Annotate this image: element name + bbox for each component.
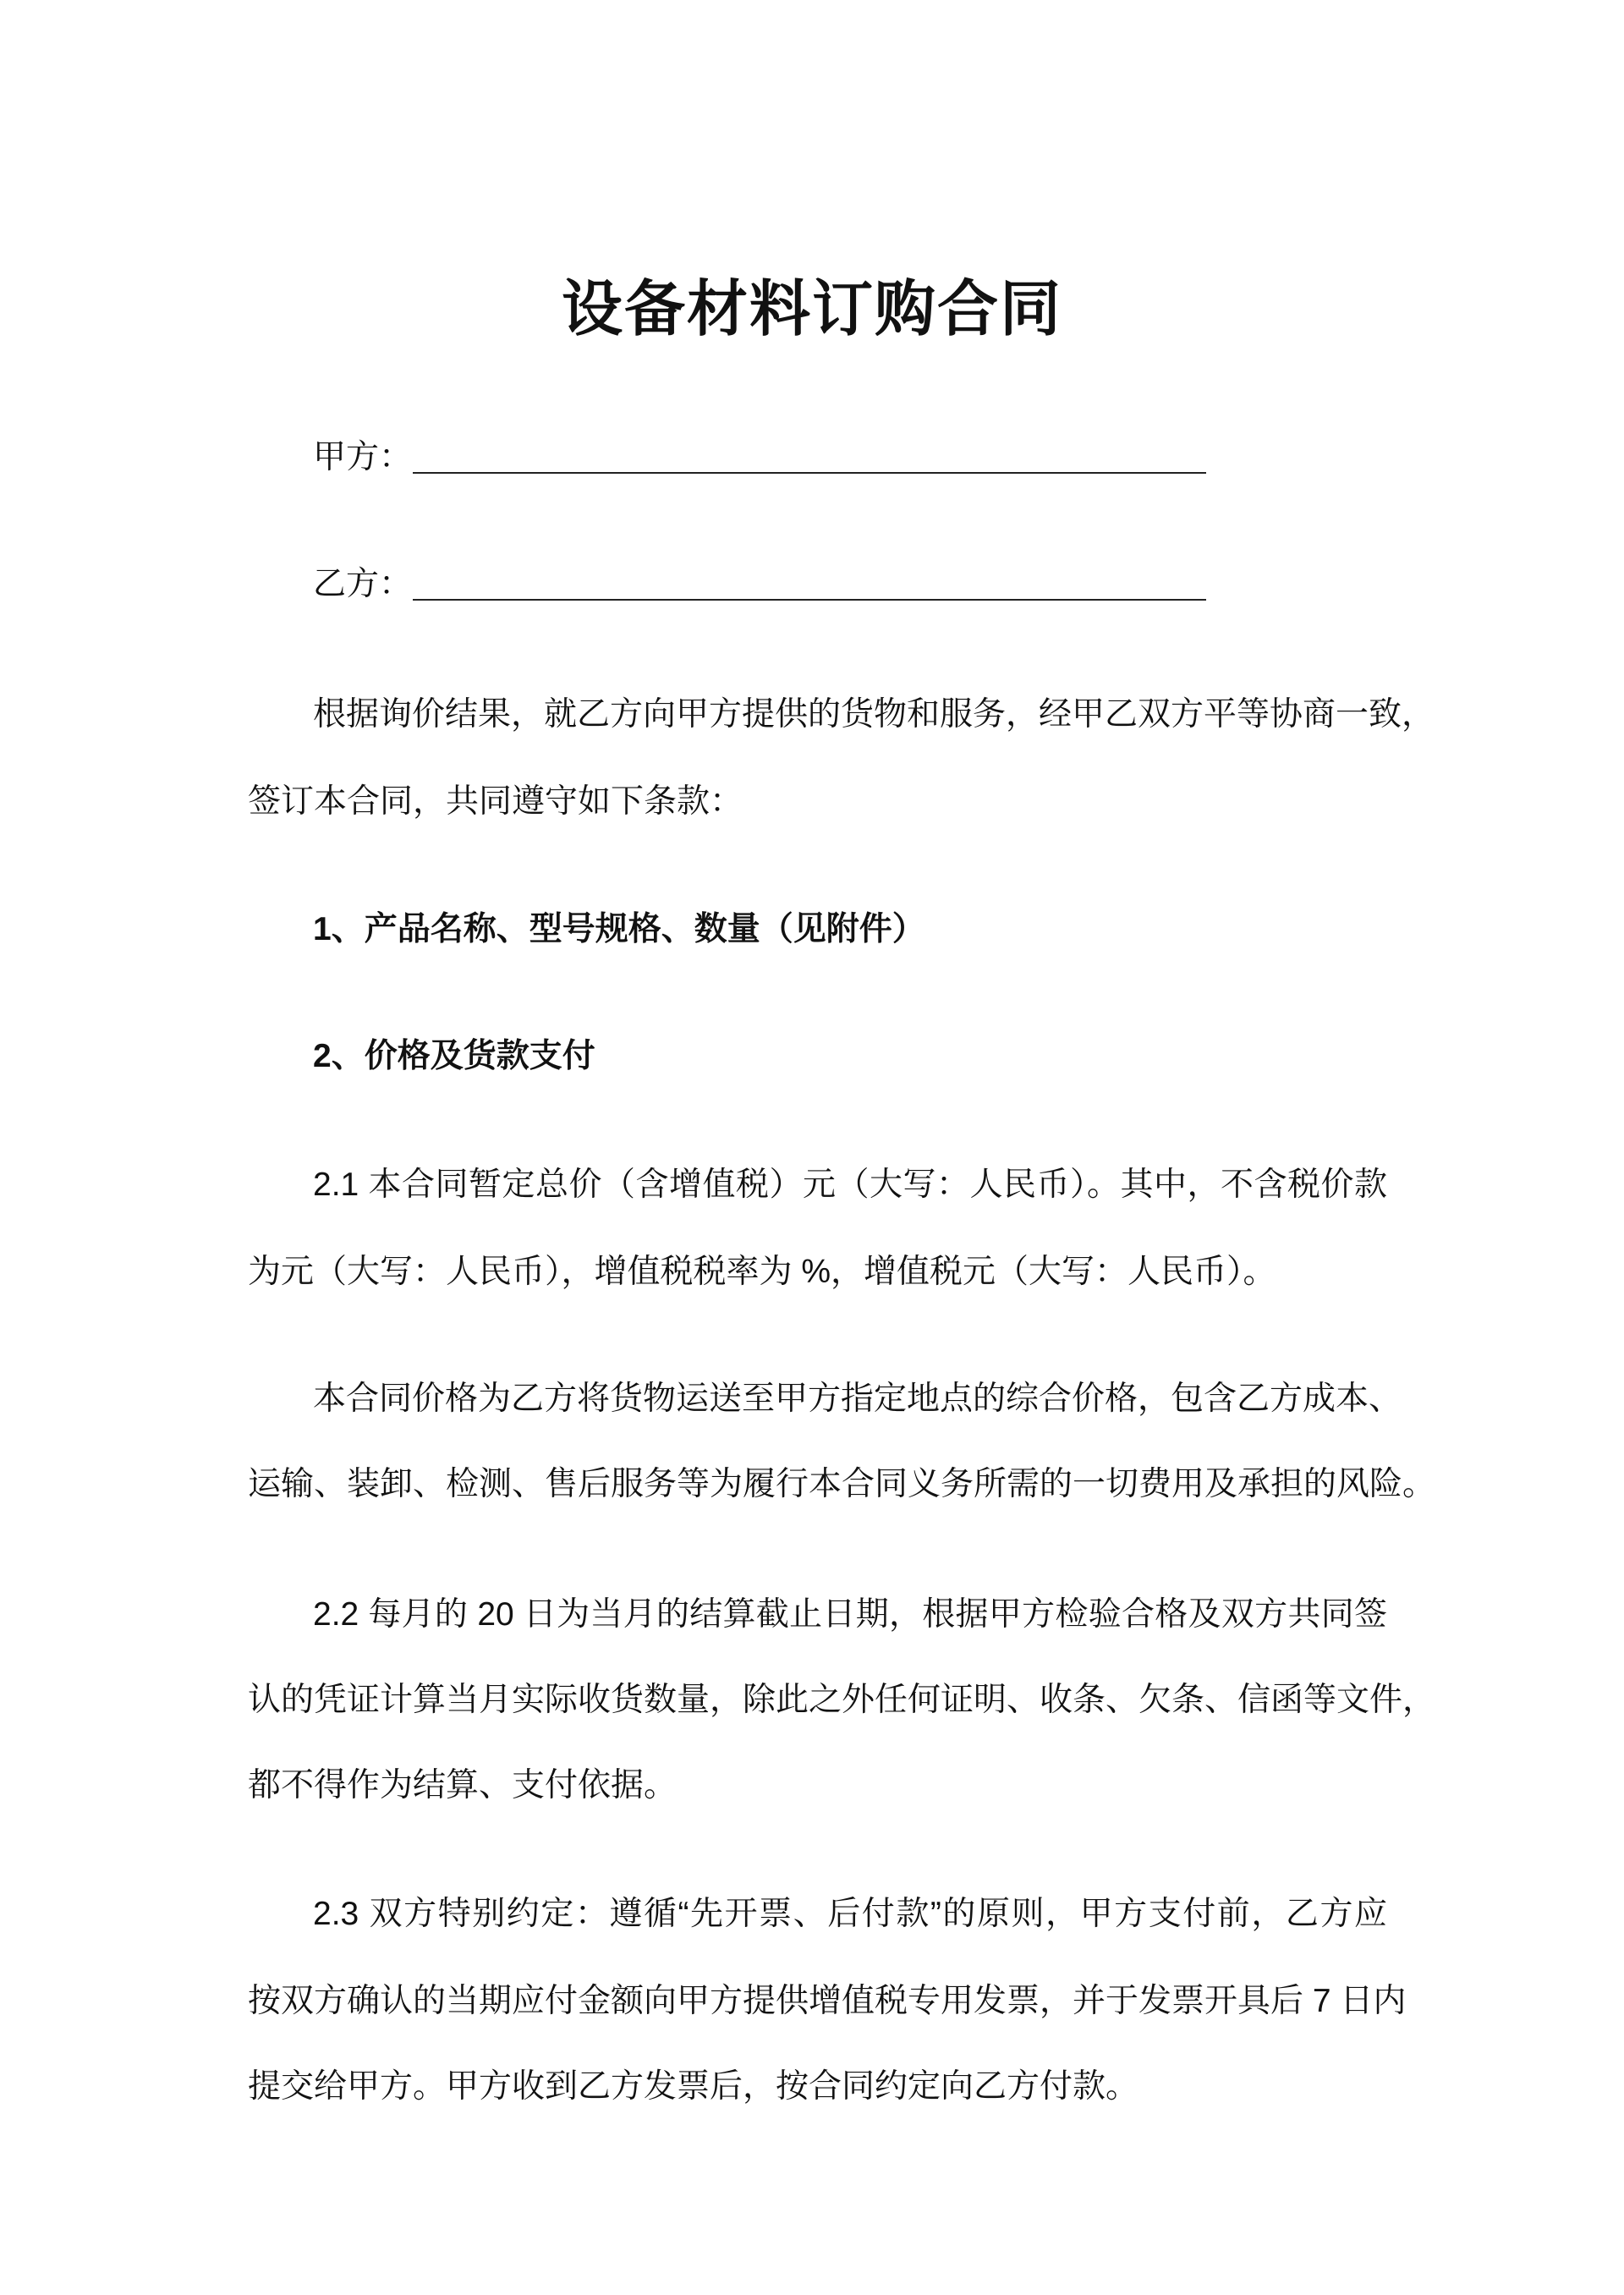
clause-2-3-line: 按双方确认的当期应付金额向甲方提供增值税专用发票，并于发票开具后 7 日内 — [248, 1983, 1407, 2019]
clause-2-2-line: 都不得作为结算、支付依据。 — [248, 1767, 678, 1804]
clause-2-3-line: 2.3 双方特别约定：遵循“先开票、后付款”的原则，甲方支付前，乙方应 — [313, 1896, 1387, 1932]
section-heading-1: 1、产品名称、型号规格、数量（见附件） — [313, 911, 925, 947]
clause-2-1-line: 为元（大写：人民币），增值税税率为 %，增值税元（大写：人民币）。 — [248, 1254, 1276, 1290]
party-a-label: 甲方： — [313, 439, 413, 475]
preamble-line: 根据询价结果，就乙方向甲方提供的货物和服务，经甲乙双方平等协商一致， — [313, 696, 1435, 733]
party-a-blank-line — [413, 472, 1206, 474]
clause-2-2-line: 认的凭证计算当月实际收货数量，除此之外任何证明、收条、欠条、信函等文件， — [248, 1682, 1436, 1718]
document-title: 设备材料订购合同 — [561, 276, 1062, 343]
price-note-line: 运输、装卸、检测、售后服务等为履行本合同义务所需的一切费用及承担的风险。 — [248, 1466, 1436, 1502]
party-b-label: 乙方： — [313, 566, 413, 602]
price-note-line: 本合同价格为乙方将货物运送至甲方指定地点的综合价格，包含乙方成本、 — [313, 1381, 1402, 1417]
clause-2-3-line: 提交给甲方。甲方收到乙方发票后，按合同约定向乙方付款。 — [248, 2068, 1139, 2105]
section-heading-2: 2、价格及货款支付 — [313, 1038, 595, 1074]
clause-2-1-line: 2.1 本合同暂定总价（含增值税）元（大写：人民币）。其中，不含税价款 — [313, 1167, 1387, 1203]
clause-2-2-line: 2.2 每月的 20 日为当月的结算截止日期，根据甲方检验合格及双方共同签 — [313, 1596, 1387, 1633]
party-b-blank-line — [413, 599, 1206, 601]
preamble-line: 签订本合同，共同遵守如下条款： — [248, 783, 743, 820]
